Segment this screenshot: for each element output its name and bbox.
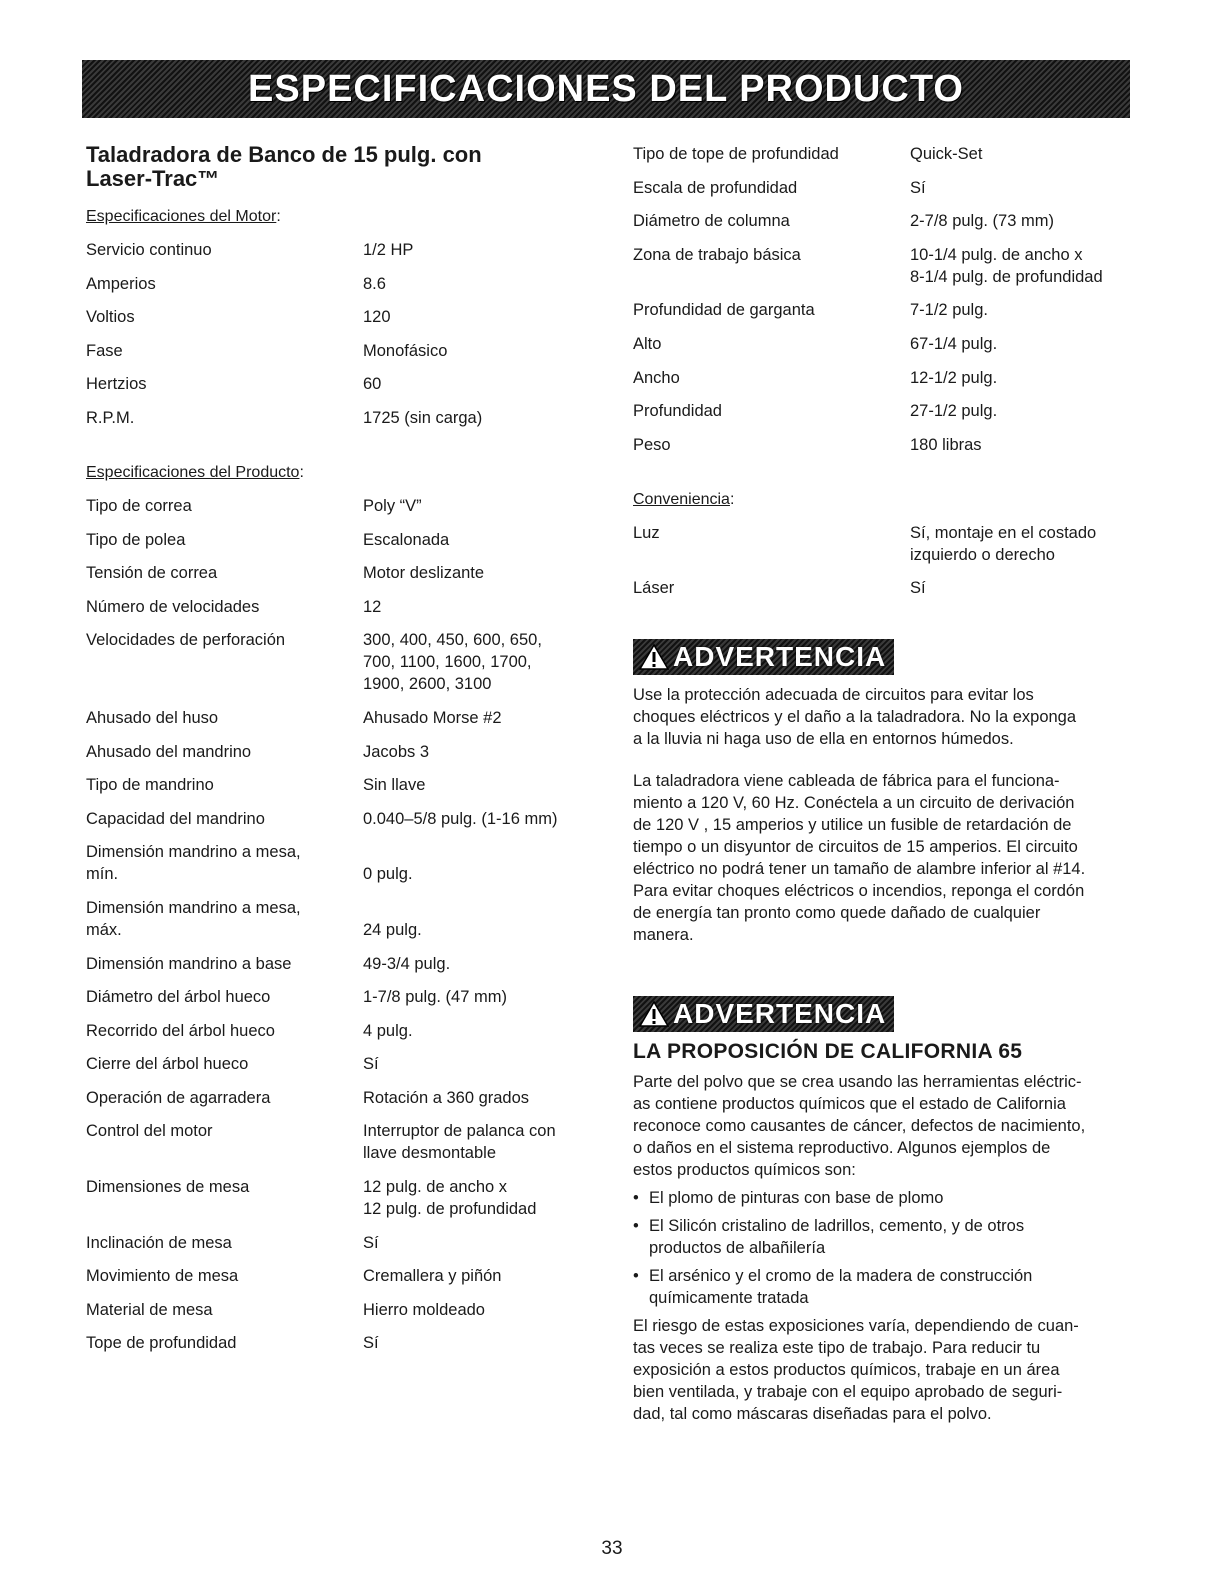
warning-badge [633,639,894,675]
spec-row [86,1299,586,1321]
spec-row [633,177,1133,199]
bullet-dot-icon: • [633,1217,639,1236]
product-spec-list [86,495,586,1354]
spec-row [86,1265,586,1287]
product-specs-section [86,463,586,1354]
spec-label: Diámetro del árbol hueco [86,988,271,1007]
spec-label: Dimensión mandrino a base [86,954,292,973]
spec-row [86,1332,586,1354]
spec-value: Sí [910,579,926,598]
motor-heading-colon: : [276,208,281,225]
motor-spec-list [86,239,586,429]
spec-row [86,529,586,551]
spec-value: Jacobs 3 [363,742,430,761]
spec-row [86,1120,586,1164]
spec-value: 1725 (sin carga) [363,408,483,427]
product-specs-heading [86,463,586,483]
page-number: 33 [601,1538,623,1559]
spec-value: 24 pulg. [363,920,422,939]
spec-label: Capacidad del mandrino [86,809,265,828]
spec-label: Tipo de mandrino [86,776,214,795]
spec-label: Velocidades de perforación [86,631,286,650]
spec-row [633,522,1133,566]
spec-value: 300, 400, 450, 600, 650, 700, 1100, 1600, 1700, 1900, 2600, 3100 [363,631,542,694]
spec-row [86,273,586,295]
right-column [633,143,1133,1425]
spec-row [633,367,1133,389]
warning-badge [633,996,894,1032]
spec-value: Quick-Set [910,145,983,163]
spec-label: Cierre del árbol hueco [86,1055,249,1074]
spec-row [86,986,586,1008]
spec-row [633,143,1133,165]
spec-label: Control del motor [86,1122,213,1141]
spec-label: Operación de agarradera [86,1088,271,1107]
spec-row [633,244,1133,288]
spec-label: Alto [633,334,662,353]
spec-value: 2-7/8 pulg. (73 mm) [910,212,1054,231]
bullet-item [633,1187,1133,1209]
spec-label: Tipo de tope de profundidad [633,145,839,163]
spec-value: Monofásico [363,341,448,360]
spec-row [86,373,586,395]
spec-label: Movimiento de mesa [86,1267,239,1286]
spec-row [86,1053,586,1075]
spec-value: 4 pulg. [363,1021,413,1040]
warning-prop65 [633,996,1133,1425]
spec-row [86,596,586,618]
spec-label: Peso [633,435,671,454]
spec-label: Tensión de correa [86,564,218,583]
warning-triangle-icon [639,643,669,671]
spec-value: 7-1/2 pulg. [910,301,988,320]
spec-value: Sin llave [363,776,426,795]
spec-label: Recorrido del árbol hueco [86,1021,275,1040]
spec-label: R.P.M. [86,408,135,427]
spec-label: Tipo de correa [86,496,192,515]
spec-label: Material de mesa [86,1300,213,1319]
spec-label: Amperios [86,274,156,293]
spec-row [86,495,586,517]
spec-label: Zona de trabajo básica [633,245,801,264]
spec-label: Profundidad [633,402,722,421]
spec-row [86,741,586,763]
spec-value: 1/2 HP [363,241,414,259]
spec-label: Diámetro de columna [633,212,790,231]
spec-value: 0.040–5/8 pulg. (1-16 mm) [363,809,558,828]
spec-value: Escalonada [363,530,450,549]
spec-value: 12 [363,597,382,616]
spec-value: Sí [363,1334,379,1353]
motor-specs-section [86,207,586,429]
spec-row [86,808,586,830]
spec-label: Dimensiones de mesa [86,1178,250,1197]
spec-label: Luz [633,523,660,542]
warning-paragraph-1: Use la protección adecuada de circuitos para evitar los choques eléctricos y el daño a la taladradora. No la exponga a la lluvia ni haga uso de ella en entornos húmedos. [633,686,1077,749]
product-heading-text: Especificaciones del Producto [86,463,300,481]
warning-paragraph-2: La taladradora viene cableada de fábrica para el funciona- miento a 120 V, 60 Hz. Conéctela a un circuito de derivación de 120 V , 15 amperios y utilice un fusible de retardación de tiempo o un disyuntor de circuitos de 15 amperios. El circuito eléctrico no podrá tener un tamaño de alambre inferior al #14. Para evitar choques eléctricos o incendios, reponga el cordón de energía tan pronto como quede dañado de cualquier manera. [633,772,1086,945]
spec-row [86,407,586,429]
motor-specs-heading [86,207,586,227]
bullet-dot-icon: • [633,1267,639,1286]
spec-label: Ahusado del huso [86,708,219,727]
spec-row [86,340,586,362]
spec-value: 10-1/4 pulg. de ancho x 8-1/4 pulg. de profundidad [910,245,1103,286]
spec-value: 0 pulg. [363,865,413,884]
convenience-heading-colon: : [729,490,735,508]
spec-label: Escala de profundidad [633,178,798,197]
spec-row [86,774,586,796]
spec-value: Hierro moldeado [363,1300,485,1319]
spec-row [86,629,586,695]
spec-value: Poly “V” [363,496,422,515]
left-column [86,143,586,1354]
spec-label: Voltios [86,308,135,327]
spec-row [633,210,1133,232]
spec-value: 180 libras [910,435,982,454]
convenience-heading [633,490,1133,510]
spec-value: Sí, montaje en el costado izquierdo o derecho [910,523,1097,564]
spec-row [86,897,586,941]
spec-row [633,434,1133,456]
spec-label: Ancho [633,368,680,387]
spec-label: Inclinación de mesa [86,1233,232,1252]
spec-value: Motor deslizante [363,564,485,583]
spec-value: 120 [363,308,391,327]
spec-value: Sí [363,1233,379,1252]
bullet-text: El arsénico y el cromo de la madera de construcción químicamente tratada [649,1267,1033,1308]
spec-row [633,577,1133,599]
spec-row [86,239,586,261]
spec-value: 27-1/2 pulg. [910,402,998,421]
spec-value: 60 [363,375,382,394]
warning-triangle-icon [639,1000,669,1028]
spec-row [86,841,586,885]
spec-value: 1-7/8 pulg. (47 mm) [363,988,507,1007]
page-banner [82,60,1130,118]
spec-row [86,953,586,975]
spec-value: Ahusado Morse #2 [363,708,502,727]
prop65-bullet-list [633,1187,1133,1309]
bullet-dot-icon: • [633,1189,639,1208]
spec-label: Hertzios [86,375,147,394]
spec-value: Sí [363,1055,379,1074]
spec-label: Tipo de polea [86,530,186,549]
spec-row [86,1232,586,1254]
convenience-list [633,522,1133,600]
spec-value: 49-3/4 pulg. [363,954,451,973]
prop65-subheading: LA PROPOSICIÓN DE CALIFORNIA 65 [633,1040,1023,1064]
spec-value: 67-1/4 pulg. [910,334,998,353]
spec-label: Dimensión mandrino a mesa, mín. [86,843,301,884]
spec-row [633,400,1133,422]
spec-label: Ahusado del mandrino [86,742,252,761]
spec-label: Número de velocidades [86,597,260,616]
warning-electrical [633,639,1133,946]
spec-row [86,1087,586,1109]
prop65-closing: El riesgo de estas exposiciones varía, dependiendo de cuan- tas veces se realiza este tipo de trabajo. Para reducir tu exposición a estos productos químicos, trabaje en un área bien ventilada, y trabaje con el equipo aprobado de seguri- dad, tal como máscaras diseñadas para el polvo. [633,1317,1079,1424]
warning-badge-text: ADVERTENCIA [673,641,887,673]
convenience-section [633,490,1133,600]
prop65-intro: Parte del polvo que se crea usando las herramientas eléctric- as contiene productos químicos que el estado de California reconoce como causantes de cáncer, defectos de nacimiento, o daños en el sistema reproductivo. Algunos ejemplos de estos productos químicos son: [633,1073,1086,1180]
spec-label: Fase [86,341,123,360]
spec-value: Rotación a 360 grados [363,1088,530,1107]
product-spec-list-continued [633,143,1133,456]
spec-value: 8.6 [363,274,386,293]
warning-badge-text: ADVERTENCIA [673,998,887,1030]
convenience-heading-text: Conveniencia [633,490,730,508]
bullet-item [633,1215,1133,1259]
spec-row [633,333,1133,355]
spec-row [86,707,586,729]
spec-value: 12-1/2 pulg. [910,368,998,387]
spec-label: Tope de profundidad [86,1334,237,1353]
spec-value: Sí [910,178,926,197]
spec-label: Dimensión mandrino a mesa, máx. [86,898,301,939]
spec-label: Láser [633,579,675,598]
spec-label: Profundidad de garganta [633,301,815,320]
product-heading-colon: : [299,463,304,481]
spec-label: Servicio continuo [86,241,212,259]
motor-heading-text: Especificaciones del Motor [86,208,277,225]
spec-value: Cremallera y piñón [363,1267,502,1286]
bullet-item [633,1265,1133,1309]
spec-row [86,306,586,328]
bullet-text: El plomo de pinturas con base de plomo [649,1189,944,1208]
spec-row [633,299,1133,321]
spec-row [86,1176,586,1220]
bullet-text: El Silicón cristalino de ladrillos, cemento, y de otros productos de albañilería [649,1217,1025,1258]
banner-title: ESPECIFICACIONES DEL PRODUCTO [248,67,964,110]
product-title: Taladradora de Banco de 15 pulg. con Laser-Trac™ [86,142,482,191]
spec-value: 12 pulg. de ancho x 12 pulg. de profundidad [363,1178,537,1219]
spec-value: Interruptor de palanca con llave desmontable [363,1122,556,1163]
spec-row [86,562,586,584]
spec-row [86,1020,586,1042]
